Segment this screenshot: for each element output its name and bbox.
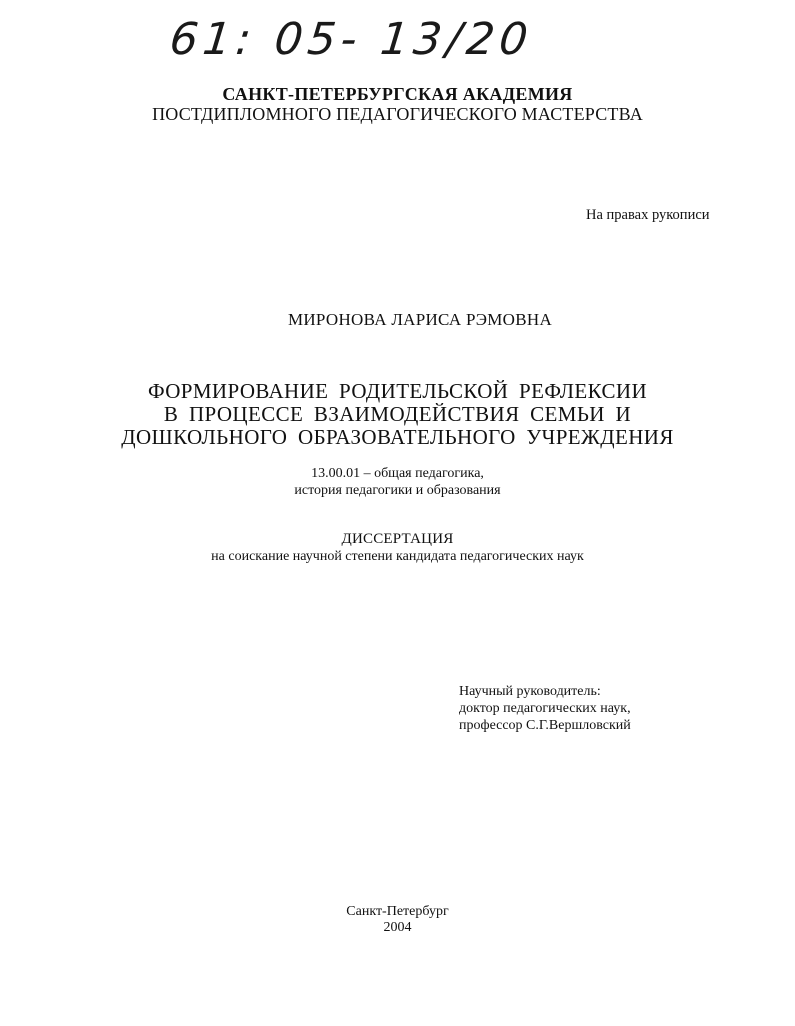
publication-city: Санкт-Петербург: [346, 904, 449, 919]
supervisor-name: профессор С.Г.Вершловский: [459, 718, 631, 733]
author-name: МИРОНОВА ЛАРИСА РЭМОВНА: [287, 310, 553, 329]
dissertation-title-line-2: В ПРОЦЕССЕ ВЗАИМОДЕЙСТВИЯ СЕМЬИ И: [163, 402, 632, 426]
specialty-line-2: история педагогики и образования: [294, 483, 501, 498]
specialty-line-1: 13.00.01 – общая педагогика,: [311, 466, 484, 481]
dissertation-title-line-1: ФОРМИРОВАНИЕ РОДИТЕЛЬСКОЙ РЕФЛЕКСИИ: [147, 379, 648, 403]
manuscript-rights-note: На правах рукописи: [586, 207, 710, 223]
degree-description: на соискание научной степени кандидата педагогических наук: [211, 549, 584, 564]
institution-name-line-2: ПОСТДИПЛОМНОГО ПЕДАГОГИЧЕСКОГО МАСТЕРСТВА: [152, 104, 643, 124]
dissertation-title-line-3: ДОШКОЛЬНОГО ОБРАЗОВАТЕЛЬНОГО УЧРЕЖДЕНИЯ: [121, 425, 674, 449]
publication-year: 2004: [383, 920, 412, 935]
supervisor-degree: доктор педагогических наук,: [459, 701, 631, 716]
institution-name-line-1: САНКТ-ПЕТЕРБУРГСКАЯ АКАДЕМИЯ: [222, 84, 573, 104]
handwritten-shelf-mark: 61: 05- 13/20: [167, 14, 536, 65]
supervisor-label: Научный руководитель:: [459, 684, 601, 699]
document-type: ДИССЕРТАЦИЯ: [341, 531, 454, 547]
